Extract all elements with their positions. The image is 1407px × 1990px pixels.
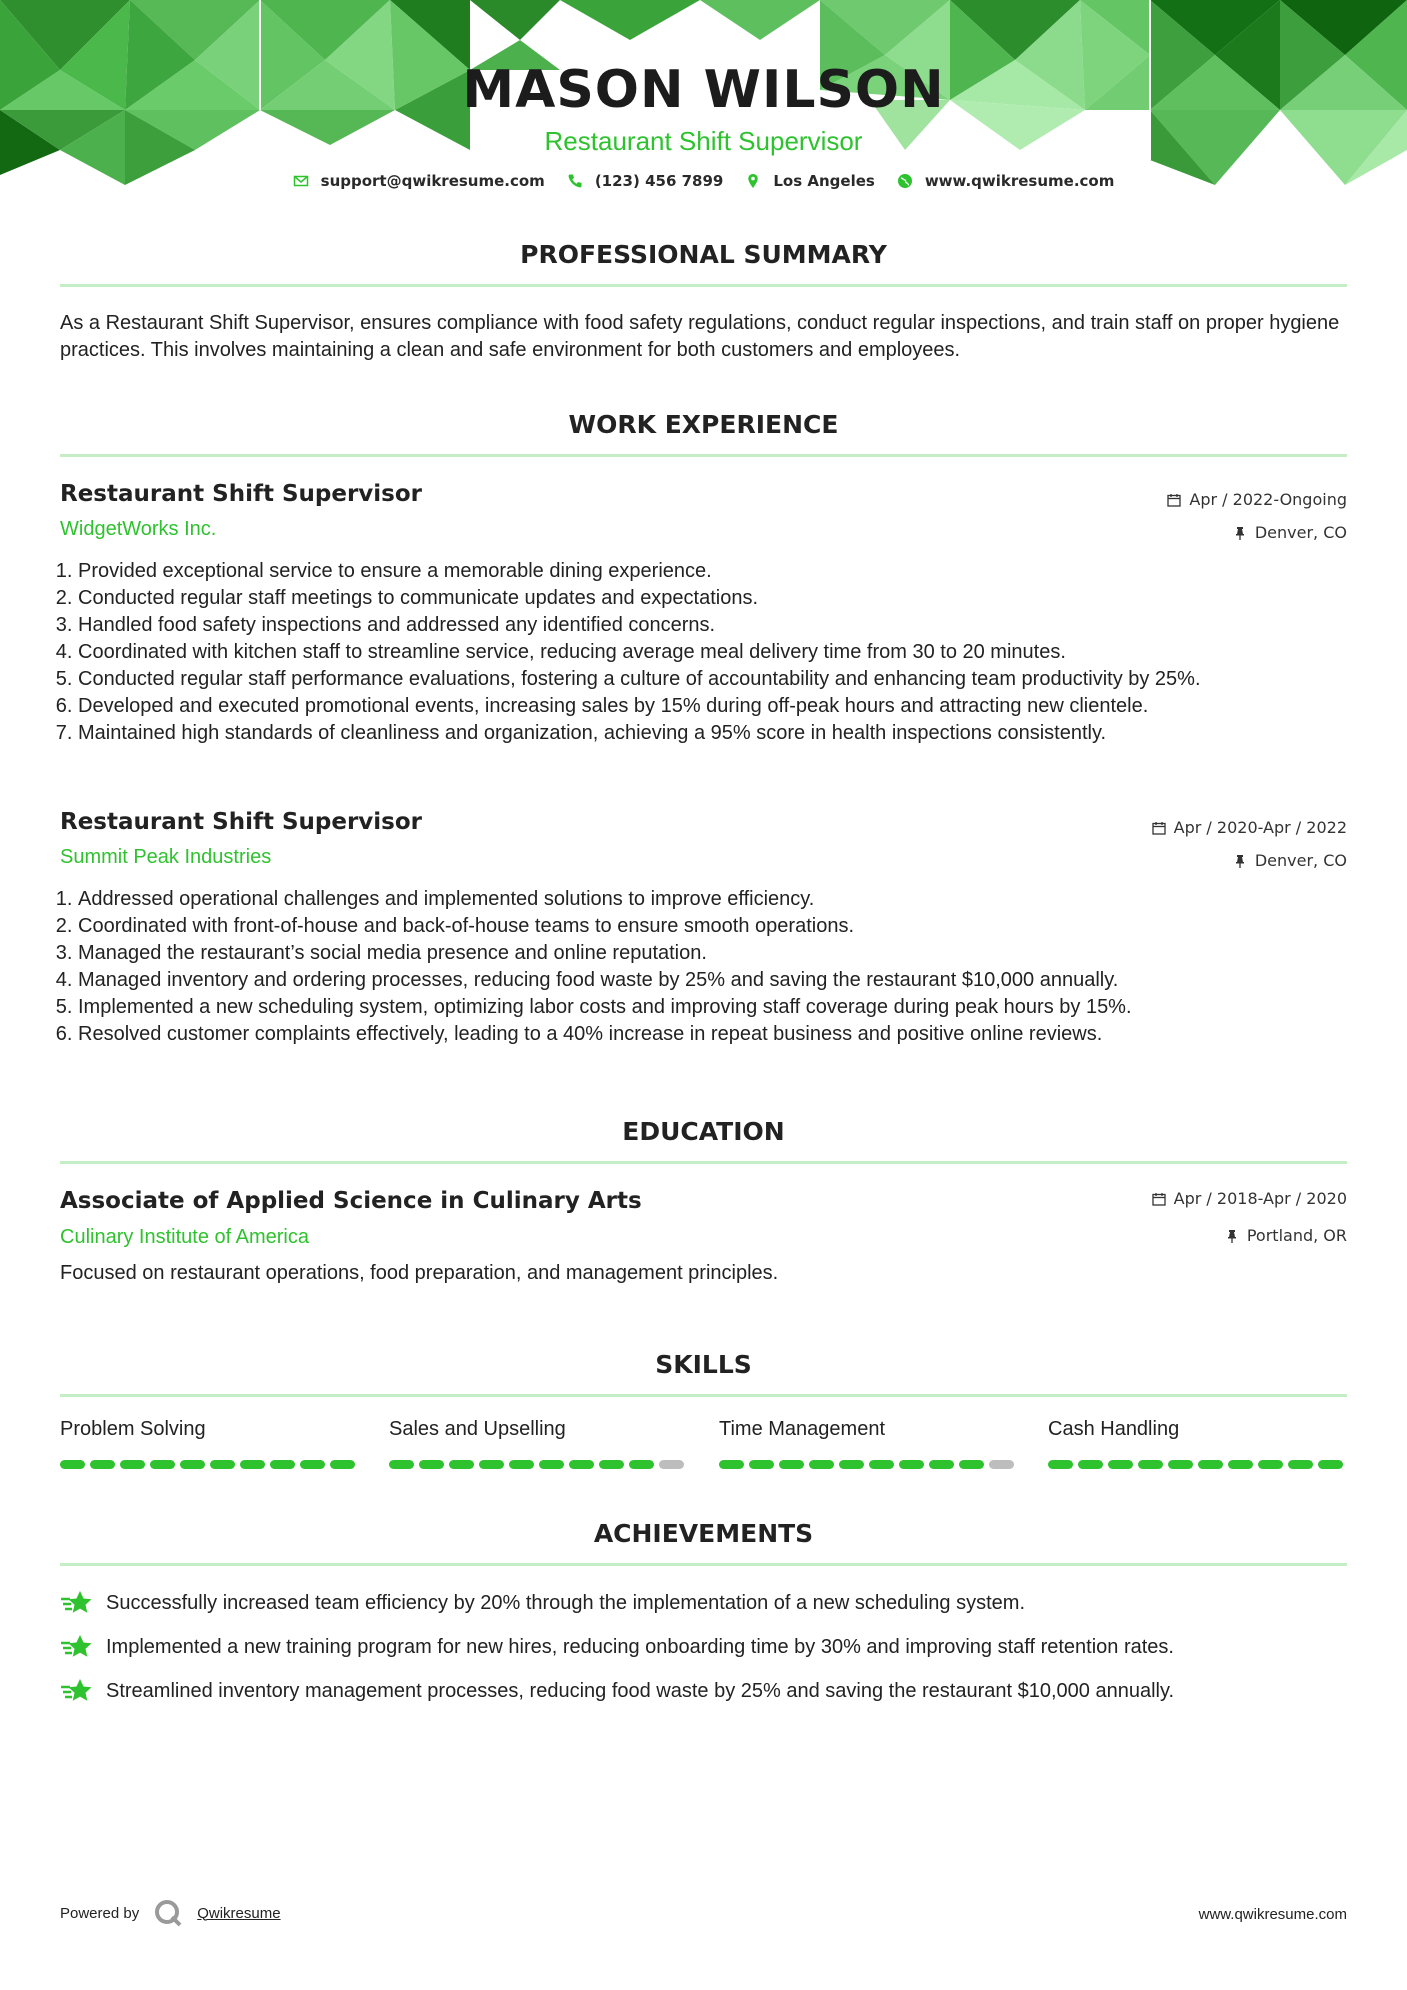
skill-segment-filled [449, 1460, 474, 1469]
candidate-name: MASON WILSON [462, 60, 945, 120]
skill-segment-filled [180, 1460, 205, 1469]
star-icon [60, 1676, 94, 1706]
skill-segment-filled [599, 1460, 624, 1469]
summary-text: As a Restaurant Shift Supervisor, ensures compliance with food safety regulations, conduct regular inspections, and train staff on proper hygiene practices. This involves maintaining a clean and safe environment for both customers and employees. [60, 312, 1340, 361]
job-2-dates-text: Apr / 2020-Apr / 2022 [1173, 818, 1347, 837]
achievements-divider [60, 1563, 1347, 1566]
education-dates [1152, 1189, 1347, 1208]
skill-segment-filled [719, 1460, 744, 1469]
job-1-location-text: Denver, CO [1254, 523, 1347, 542]
skill-segment-filled [210, 1460, 235, 1469]
list-item: 7. Maintained high standards of cleanliness and organization, achieving a 95% score in health inspections consistently. [78, 720, 1374, 747]
job-1-dates [1167, 490, 1347, 509]
map-pin-icon [745, 173, 761, 189]
footer-website[interactable]: www.qwikresume.com [1198, 1906, 1347, 1923]
skill-segment-filled [1048, 1460, 1073, 1469]
list-item: 2. Conducted regular staff meetings to communicate updates and expectations. [78, 585, 1374, 612]
skills-divider [60, 1394, 1347, 1397]
job-2-duties [54, 886, 1374, 1048]
skill-segment-filled [1288, 1460, 1313, 1469]
list-item: 6. Resolved customer complaints effectively, leading to a 40% increase in repeat business and positive online reviews. [78, 1021, 1374, 1048]
skill-segment-filled [1258, 1460, 1283, 1469]
envelope-icon [293, 173, 309, 189]
skills-heading: SKILLS [655, 1350, 752, 1379]
education-heading: EDUCATION [622, 1117, 785, 1146]
star-icon [60, 1588, 94, 1618]
achievement-text: Implemented a new training program for new hires, reducing onboarding time by 30% and improving staff retention rates. [106, 1635, 1174, 1658]
skill-segment-filled [779, 1460, 804, 1469]
education-description: Focused on restaurant operations, food preparation, and management principles. [60, 1262, 779, 1284]
job-1-location [1233, 523, 1347, 542]
calendar-icon [1152, 821, 1166, 835]
list-item: 5. Conducted regular staff performance evaluations, fostering a culture of accountability and enhancing team productivity by 25%. [78, 666, 1374, 693]
pushpin-icon [1233, 526, 1247, 540]
skill-segment-filled [389, 1460, 414, 1469]
skill-segment-filled [929, 1460, 954, 1469]
summary-heading: PROFESSIONAL SUMMARY [520, 240, 887, 269]
skill-segment-filled [1138, 1460, 1163, 1469]
skill-segment-filled [749, 1460, 774, 1469]
skill-segment-filled [300, 1460, 325, 1469]
contact-email[interactable] [293, 172, 545, 190]
skill-label: Sales and Upselling [389, 1418, 566, 1440]
footer-powered-by [60, 1898, 281, 1928]
skill-rating-bar [60, 1460, 360, 1469]
skill-segment-filled [479, 1460, 504, 1469]
qwikresume-logo-icon [153, 1898, 183, 1928]
skill-label: Cash Handling [1048, 1418, 1180, 1440]
achievement-text: Successfully increased team efficiency by 20% through the implementation of a new scheduling system. [106, 1591, 1026, 1614]
achievement-item [60, 1632, 1174, 1662]
education-location-text: Portland, OR [1246, 1226, 1347, 1245]
list-item: 5. Implemented a new scheduling system, optimizing labor costs and improving staff coverage during peak hours by 15%. [78, 994, 1374, 1021]
education-divider [60, 1161, 1347, 1164]
skill-segment-filled [60, 1460, 85, 1469]
list-item: 4. Managed inventory and ordering processes, reducing food waste by 25% and saving the restaurant $10,000 annually. [78, 967, 1374, 994]
achievement-item [60, 1676, 1174, 1706]
skill-item [719, 1418, 1019, 1469]
job-1-title: Restaurant Shift Supervisor [60, 481, 423, 507]
calendar-icon [1167, 493, 1181, 507]
candidate-role: Restaurant Shift Supervisor [544, 126, 863, 156]
skill-segment-filled [1228, 1460, 1253, 1469]
skill-segment-filled [1078, 1460, 1103, 1469]
skill-segment-filled [330, 1460, 355, 1469]
skill-segment-filled [539, 1460, 564, 1469]
job-2-location-text: Denver, CO [1254, 851, 1347, 870]
skill-item [1048, 1418, 1348, 1469]
contact-website-text: www.qwikresume.com [924, 172, 1115, 190]
skill-segment-filled [959, 1460, 984, 1469]
list-item: 3. Handled food safety inspections and addressed any identified concerns. [78, 612, 1374, 639]
globe-icon [897, 173, 913, 189]
skill-segment-empty [659, 1460, 684, 1469]
skill-segment-filled [509, 1460, 534, 1469]
phone-icon [567, 173, 583, 189]
skill-rating-bar [1048, 1460, 1348, 1469]
skill-segment-filled [240, 1460, 265, 1469]
contact-email-text: support@qwikresume.com [320, 172, 545, 190]
skill-segment-filled [899, 1460, 924, 1469]
skill-segment-filled [90, 1460, 115, 1469]
skill-rating-bar [719, 1460, 1019, 1469]
achievement-item [60, 1588, 1025, 1618]
skill-segment-filled [1108, 1460, 1133, 1469]
list-item: 1. Provided exceptional service to ensure a memorable dining experience. [78, 558, 1374, 585]
achievements-heading: ACHIEVEMENTS [593, 1519, 814, 1548]
job-1-company: WidgetWorks Inc. [60, 518, 217, 540]
job-2-location [1233, 851, 1347, 870]
list-item: 2. Coordinated with front-of-house and back-of-house teams to ensure smooth operations. [78, 913, 1374, 940]
education-location [1225, 1226, 1347, 1245]
list-item: 6. Developed and executed promotional events, increasing sales by 15% during off-peak hours and attracting new clientele. [78, 693, 1374, 720]
list-item: 4. Coordinated with kitchen staff to streamline service, reducing average meal delivery time from 30 to 20 minutes. [78, 639, 1374, 666]
skill-segment-filled [1198, 1460, 1223, 1469]
skill-segment-filled [839, 1460, 864, 1469]
education-school: Culinary Institute of America [60, 1226, 309, 1248]
skill-segment-filled [419, 1460, 444, 1469]
skill-segment-filled [869, 1460, 894, 1469]
job-2-dates [1152, 818, 1347, 837]
job-1-dates-text: Apr / 2022-Ongoing [1189, 490, 1347, 509]
job-1-duties [54, 558, 1374, 747]
skill-segment-filled [569, 1460, 594, 1469]
summary-divider [60, 284, 1347, 287]
list-item: 1. Addressed operational challenges and implemented solutions to improve efficiency. [78, 886, 1374, 913]
contact-website[interactable] [897, 172, 1115, 190]
skill-segment-empty [989, 1460, 1014, 1469]
powered-by-label: Powered by [60, 1904, 140, 1922]
skill-segment-filled [1168, 1460, 1193, 1469]
skill-label: Time Management [719, 1418, 885, 1440]
experience-heading: WORK EXPERIENCE [568, 410, 839, 439]
skill-rating-bar [389, 1460, 689, 1469]
skill-segment-filled [270, 1460, 295, 1469]
experience-divider [60, 454, 1347, 457]
skill-segment-filled [1318, 1460, 1343, 1469]
skill-segment-filled [150, 1460, 175, 1469]
education-dates-text: Apr / 2018-Apr / 2020 [1173, 1189, 1347, 1208]
pushpin-icon [1225, 1229, 1239, 1243]
contact-phone-text: (123) 456 7899 [594, 172, 724, 190]
achievement-text: Streamlined inventory management processes, reducing food waste by 25% and saving the restaurant $10,000 annually. [106, 1679, 1175, 1702]
education-degree: Associate of Applied Science in Culinary Arts [60, 1188, 642, 1214]
calendar-icon [1152, 1192, 1166, 1206]
pushpin-icon [1233, 854, 1247, 868]
job-2-company: Summit Peak Industries [60, 846, 272, 868]
skill-segment-filled [120, 1460, 145, 1469]
skill-label: Problem Solving [60, 1418, 206, 1440]
qwikresume-link[interactable]: Qwikresume [197, 1904, 281, 1922]
list-item: 3. Managed the restaurant’s social media presence and online reputation. [78, 940, 1374, 967]
skill-segment-filled [629, 1460, 654, 1469]
job-2-title: Restaurant Shift Supervisor [60, 809, 423, 835]
contact-location-text: Los Angeles [773, 172, 875, 190]
contact-phone[interactable] [567, 172, 724, 190]
star-icon [60, 1632, 94, 1662]
skill-segment-filled [809, 1460, 834, 1469]
skill-item [389, 1418, 689, 1469]
contact-location [745, 172, 874, 190]
contact-bar [0, 172, 1407, 190]
skill-item [60, 1418, 360, 1469]
